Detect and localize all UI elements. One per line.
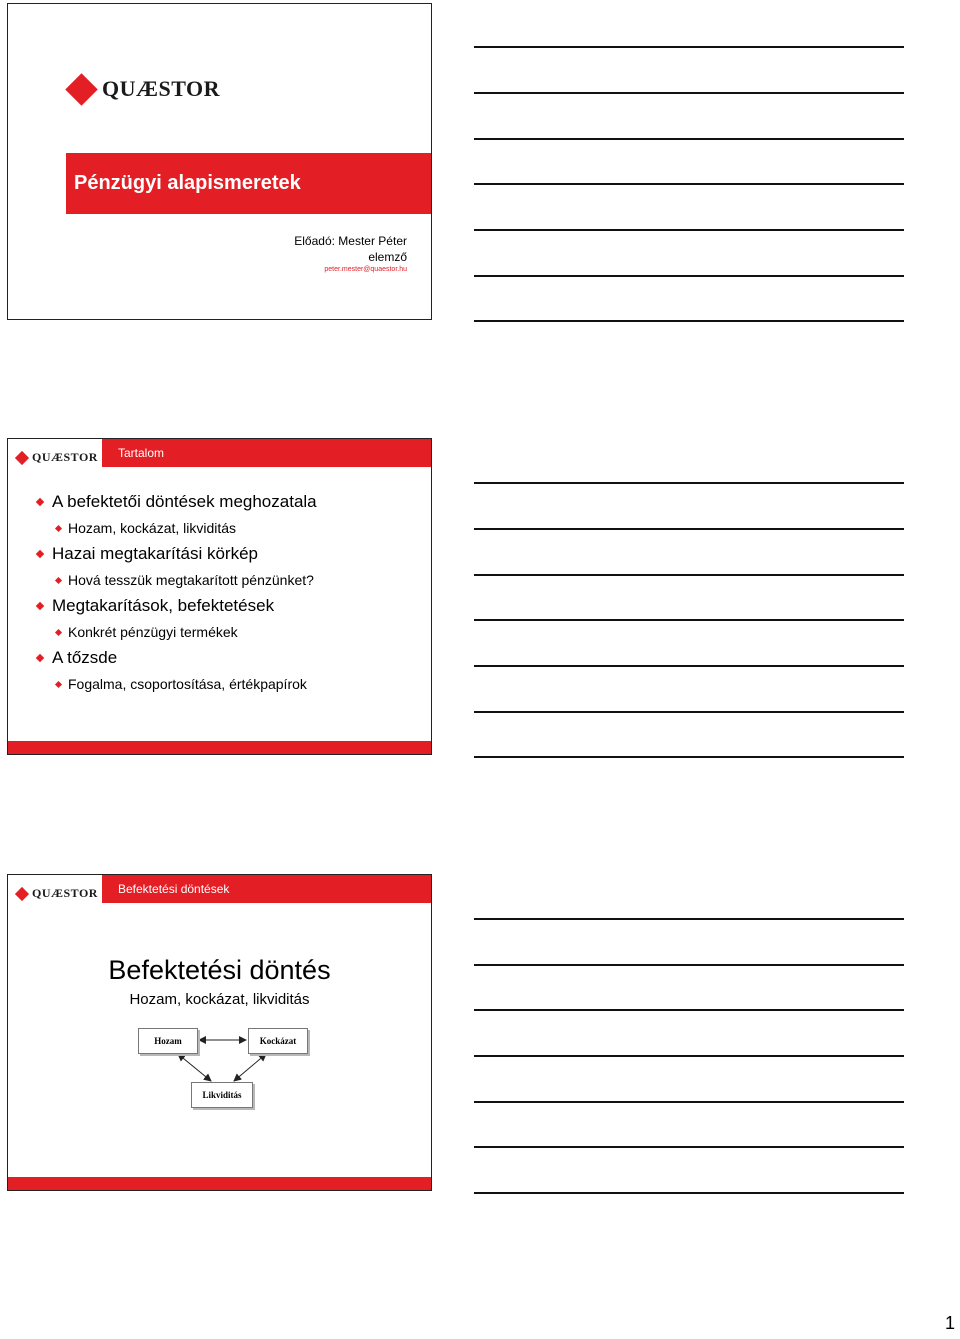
- note-line: [474, 1055, 904, 1057]
- list-item-text: Hazai megtakarítási körkép: [52, 544, 258, 563]
- list-item-text: A befektetői döntések meghozatala: [52, 492, 317, 511]
- logo-diamond-icon: [15, 450, 29, 464]
- slide-3: [7, 874, 432, 1191]
- logo-text: QUÆSTOR: [32, 886, 98, 900]
- list-item: [37, 593, 317, 619]
- slide-1: [7, 3, 432, 320]
- note-line: [474, 964, 904, 966]
- diagram-box-likviditas: [191, 1082, 253, 1108]
- list-subitem: [37, 515, 317, 541]
- note-line: [474, 482, 904, 484]
- page-number: 1: [945, 1313, 956, 1333]
- note-line: [474, 528, 904, 530]
- bullet-icon: [55, 524, 62, 531]
- logo-diamond-icon: [65, 73, 98, 106]
- list-item: [37, 489, 317, 515]
- list-subitem: [37, 619, 317, 645]
- note-line: [474, 918, 904, 920]
- diagram-box-label: Hozam: [154, 1036, 182, 1046]
- note-line: [474, 46, 904, 48]
- bullet-icon: [36, 654, 44, 662]
- diagram-box-kockazat: [248, 1028, 308, 1054]
- list-subitem-text: Fogalma, csoportosítása, értékpapírok: [68, 676, 307, 692]
- note-line: [474, 711, 904, 713]
- note-line: [474, 1192, 904, 1194]
- slide-header: Befektetési döntések: [118, 882, 230, 896]
- list-item-text: Megtakarítások, befektetések: [52, 596, 275, 615]
- logo-text: QUÆSTOR: [102, 76, 221, 101]
- quaestor-logo: [17, 450, 98, 465]
- note-line: [474, 275, 904, 277]
- note-line: [474, 92, 904, 94]
- diagram-box-label: Likviditás: [202, 1090, 242, 1100]
- slide-footer-band: [8, 1177, 431, 1190]
- bullet-icon: [55, 576, 62, 583]
- list-subitem-text: Hová tesszük megtakarított pénzünket?: [68, 572, 314, 588]
- slide-title: Befektetési döntés: [108, 955, 331, 985]
- slide-2: [7, 438, 432, 755]
- bullet-icon: [36, 550, 44, 558]
- note-line: [474, 756, 904, 758]
- bullet-icon: [55, 680, 62, 687]
- note-line: [474, 1101, 904, 1103]
- diagram-arrows: [8, 875, 432, 1191]
- diagram-box-hozam: [138, 1028, 198, 1054]
- bullet-icon: [36, 498, 44, 506]
- slide-footer-band: [8, 741, 431, 754]
- note-line: [474, 183, 904, 185]
- note-line: [474, 665, 904, 667]
- diagram-box-label: Kockázat: [259, 1036, 297, 1046]
- list-item-text: A tőzsde: [52, 648, 118, 667]
- bullet-icon: [36, 602, 44, 610]
- list-item: [37, 541, 317, 567]
- list-subitem: [37, 671, 317, 697]
- list-item: [37, 645, 317, 671]
- note-line: [474, 320, 904, 322]
- note-line: [474, 619, 904, 621]
- arrow-hozam-likviditas: [178, 1054, 211, 1081]
- slide-title: Pénzügyi alapismeretek: [74, 172, 301, 194]
- contents-list: [37, 489, 317, 697]
- slide-title-band: [66, 153, 432, 214]
- logo-text: QUÆSTOR: [32, 450, 98, 464]
- quaestor-logo: [70, 76, 220, 102]
- slide-header: Tartalom: [118, 446, 165, 460]
- list-subitem-text: Hozam, kockázat, likviditás: [68, 520, 237, 536]
- presenter-block: [294, 233, 407, 275]
- presenter-name: Előadó: Mester Péter: [294, 234, 407, 248]
- list-subitem: [37, 567, 317, 593]
- bullet-icon: [55, 628, 62, 635]
- note-line: [474, 229, 904, 231]
- slide-header-band: [102, 439, 431, 467]
- presenter-email: peter.mester@quaestor.hu: [324, 266, 407, 273]
- list-subitem-text: Konkrét pénzügyi termékek: [68, 624, 238, 640]
- presenter-role: elemző: [368, 250, 407, 264]
- note-line: [474, 574, 904, 576]
- note-line: [474, 1146, 904, 1148]
- arrow-kockazat-likviditas: [234, 1054, 266, 1081]
- slide-subtitle: Hozam, kockázat, likviditás: [129, 991, 310, 1008]
- note-line: [474, 1009, 904, 1011]
- note-line: [474, 138, 904, 140]
